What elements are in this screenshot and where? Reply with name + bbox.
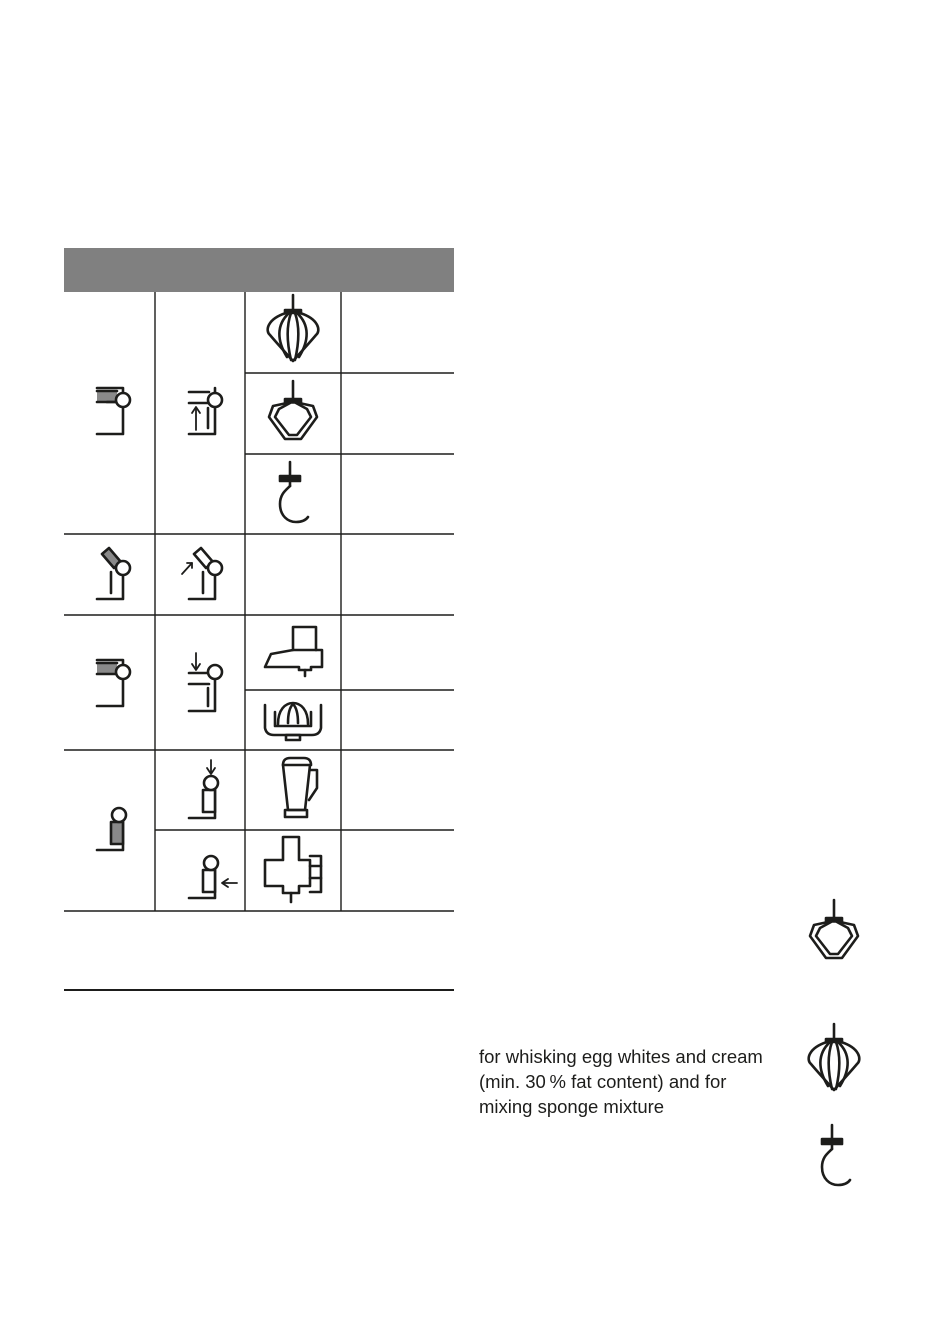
balloon-whisk-description-line-1: for whisking egg whites and cream [479,1046,763,1067]
arm-vertical-shaded-icon [97,808,126,850]
blender-icon [283,758,317,817]
arm-vertical-arrow-down-icon [189,760,218,818]
arm-tilted-arrow-icon [182,548,222,599]
arm-tilted-shaded-icon [97,548,130,599]
dough-hook-icon [822,1125,850,1185]
dough-hook-icon [280,462,308,522]
arm-horizontal-arrow-down-icon [189,653,222,711]
balloon-whisk-icon [809,1024,860,1090]
mincer-icon [265,837,321,902]
citrus-press-icon [265,703,321,740]
table-header-bar [64,248,454,292]
arm-horizontal-shaded-icon [97,660,130,706]
arm-horizontal-arrow-up-icon [189,388,222,434]
balloon-whisk-icon [268,295,319,361]
balloon-whisk-description-line-2: (min. 30 % fat content) and for [479,1071,727,1092]
stirring-whisk-icon [269,381,317,439]
arm-horizontal-shaded-icon [97,388,130,434]
stirring-whisk-icon [810,900,858,958]
arm-vertical-arrow-left-icon [189,856,237,898]
balloon-whisk-description [479,1044,799,1119]
balloon-whisk-description-line-3: mixing sponge mixture [479,1096,665,1117]
food-processor-icon [265,627,322,676]
